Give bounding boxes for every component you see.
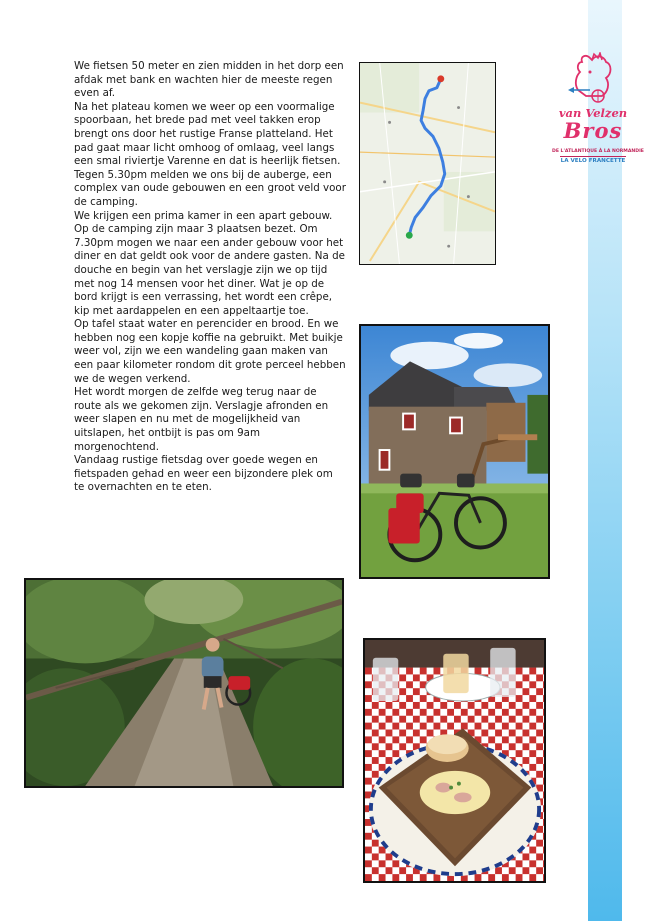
fallen-tree-trail-photo: [24, 578, 344, 788]
paragraph-1: We fietsen 50 meter en zien midden in het dorp een afdak met bank en wachten hier de meeste regen even af.: [74, 60, 344, 100]
logo-brand-line-2: Bros: [563, 118, 623, 143]
paragraph-5: Op tafel staat water en perencider en brood. En we hebben nog een kopje koffie na gebruikt. Met buikje weer vol, zijn we een wandeling gaan maken van een paar kilometer rondom dit grote perceel hebben we de wegen verkend.: [74, 318, 346, 385]
logo-tagline-2: LA VELO FRANCETTE: [560, 158, 626, 164]
crepe-dinner-photo: [363, 638, 546, 883]
route-map-graphic: [360, 63, 495, 264]
paragraph-4: We krijgen een prima kamer in een apart gebouw. Op de camping zijn maar 3 plaatsen bezet. Om 7.30pm mogen we naar een ander gebouw voor het diner en dat geldt ook voor de andere gasten. Na de douche en begin van het verslagje zijn we op tijd met nog 14 mensen voor het diner. Wat je op de bord krijgt is een verrassing, het wordt een crêpe, kip met aardappelen en een appeltaartje toe.: [74, 209, 345, 317]
logo-brand-line-1: van Velzen: [558, 106, 628, 120]
paragraph-6: Het wordt morgen de zelfde weg terug naar de route als we gekomen zijn. Verslagje afronden en weer slapen en nu met de mogelijkheid van uitslapen, het ontbijt is pas om 9am morgenochtend.: [74, 386, 329, 453]
fallen-tree-graphic: [26, 580, 342, 786]
auberge-photo-graphic: [361, 326, 548, 577]
logo-divider: [560, 156, 626, 157]
van-velzen-bros-logo: [552, 52, 644, 172]
rooster-bike-icon: [552, 52, 634, 107]
route-map-image: [359, 62, 496, 265]
paragraph-7: Vandaag rustige fietsdag over goede wegen en fietspaden gehad en weer een bijzondere plek om te overnachten en te eten.: [74, 454, 333, 494]
article-body: [74, 60, 346, 495]
paragraph-2: Na het plateau komen we weer op een voormalige spoorbaan, het brede pad met veel takken erop brengt ons door het rustige Franse platteland. Het pad gaat maar licht omhoog of omlaag, veel langs een smal riviertje Varenne en dat is heerlijk fietsen.: [74, 100, 341, 168]
crepe-photo-graphic: [365, 640, 544, 881]
logo-tagline-1: DE L'ATLANTIQUE À LA NORMANDIE: [552, 149, 644, 154]
paragraph-3: Tegen 5.30pm melden we ons bij de auberge, een complex van oude gebouwen en een groot veld voor de camping.: [74, 168, 346, 208]
auberge-house-bike-photo: [359, 324, 550, 579]
